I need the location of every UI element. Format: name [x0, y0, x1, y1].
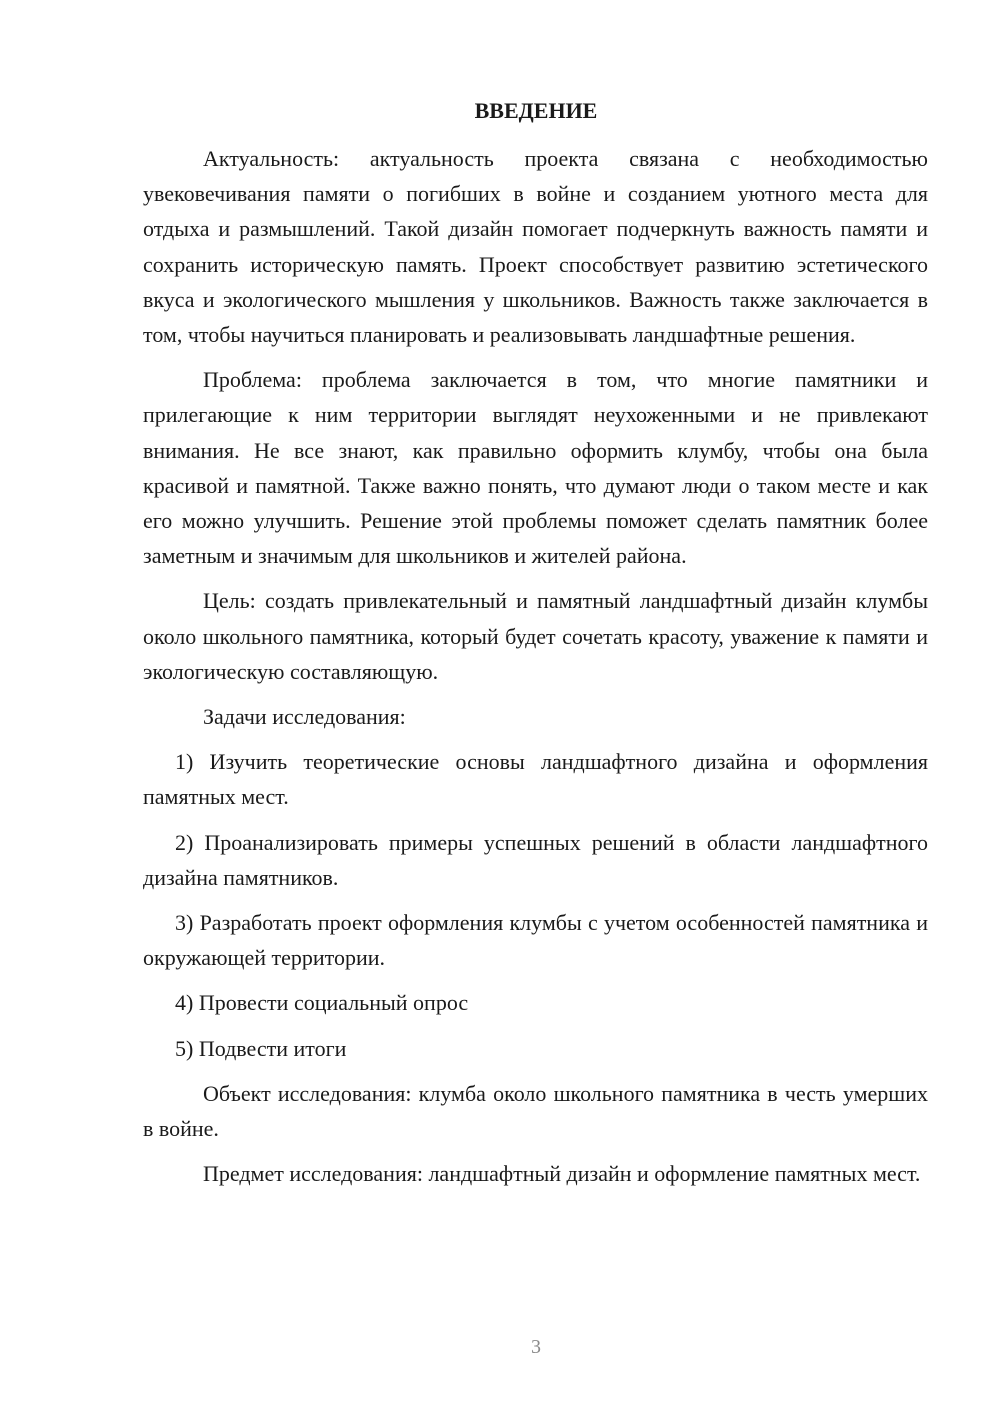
task-item-3: 3) Разработать проект оформления клумбы с учетом особенностей памятника и окружающей территории. [143, 910, 928, 971]
document-body [143, 141, 928, 1201]
subject-paragraph: Предмет исследования: ландшафтный дизайн и оформление памятных мест. [203, 1161, 921, 1187]
section-title: ВВЕДЕНИЕ [474, 98, 598, 123]
task-item-2: 2) Проанализировать примеры успешных решений в области ландшафтного дизайна памятников. [143, 829, 928, 890]
relevance-paragraph: Актуальность: актуальность проекта связана с необходимостью увековечивания памяти о погибших в войне и созданием уютного места для отдыха и размышлений. Такой дизайн помогает подчеркнуть важность памяти и сохранить историческую память. Проект способствует развитию эстетического вкуса и экологического мышления у школьников. Важность также заключается в том, чтобы научиться планировать и реализовывать ландшафтные решения. [143, 146, 928, 348]
task-item-4: 4) Провести социальный опрос [175, 990, 469, 1016]
tasks-heading: Задачи исследования: [203, 704, 406, 730]
problem-paragraph: Проблема: проблема заключается в том, что многие памятники и прилегающие к ним территории выглядят неухоженными и не привлекают внимания. Не все знают, как правильно оформить клумбу, чтобы она была красивой и памятной. Также важно понять, что думают люди о таком месте и как его можно улучшить. Решение этой проблемы поможет сделать памятник более заметным и значимым для школьников и жителей района. [143, 367, 928, 569]
task-item-1: 1) Изучить теоретические основы ландшафтного дизайна и оформления памятных мест. [143, 749, 928, 810]
task-item-5: 5) Подвести итоги [175, 1035, 347, 1061]
page-number: 3 [531, 1336, 541, 1358]
goal-paragraph: Цель: создать привлекательный и памятный ландшафтный дизайн клумбы около школьного памятника, который будет сочетать красоту, уважение к памяти и экологическую составляющую. [143, 588, 928, 684]
object-paragraph: Объект исследования: клумба около школьного памятника в честь умерших в войне. [143, 1080, 928, 1142]
